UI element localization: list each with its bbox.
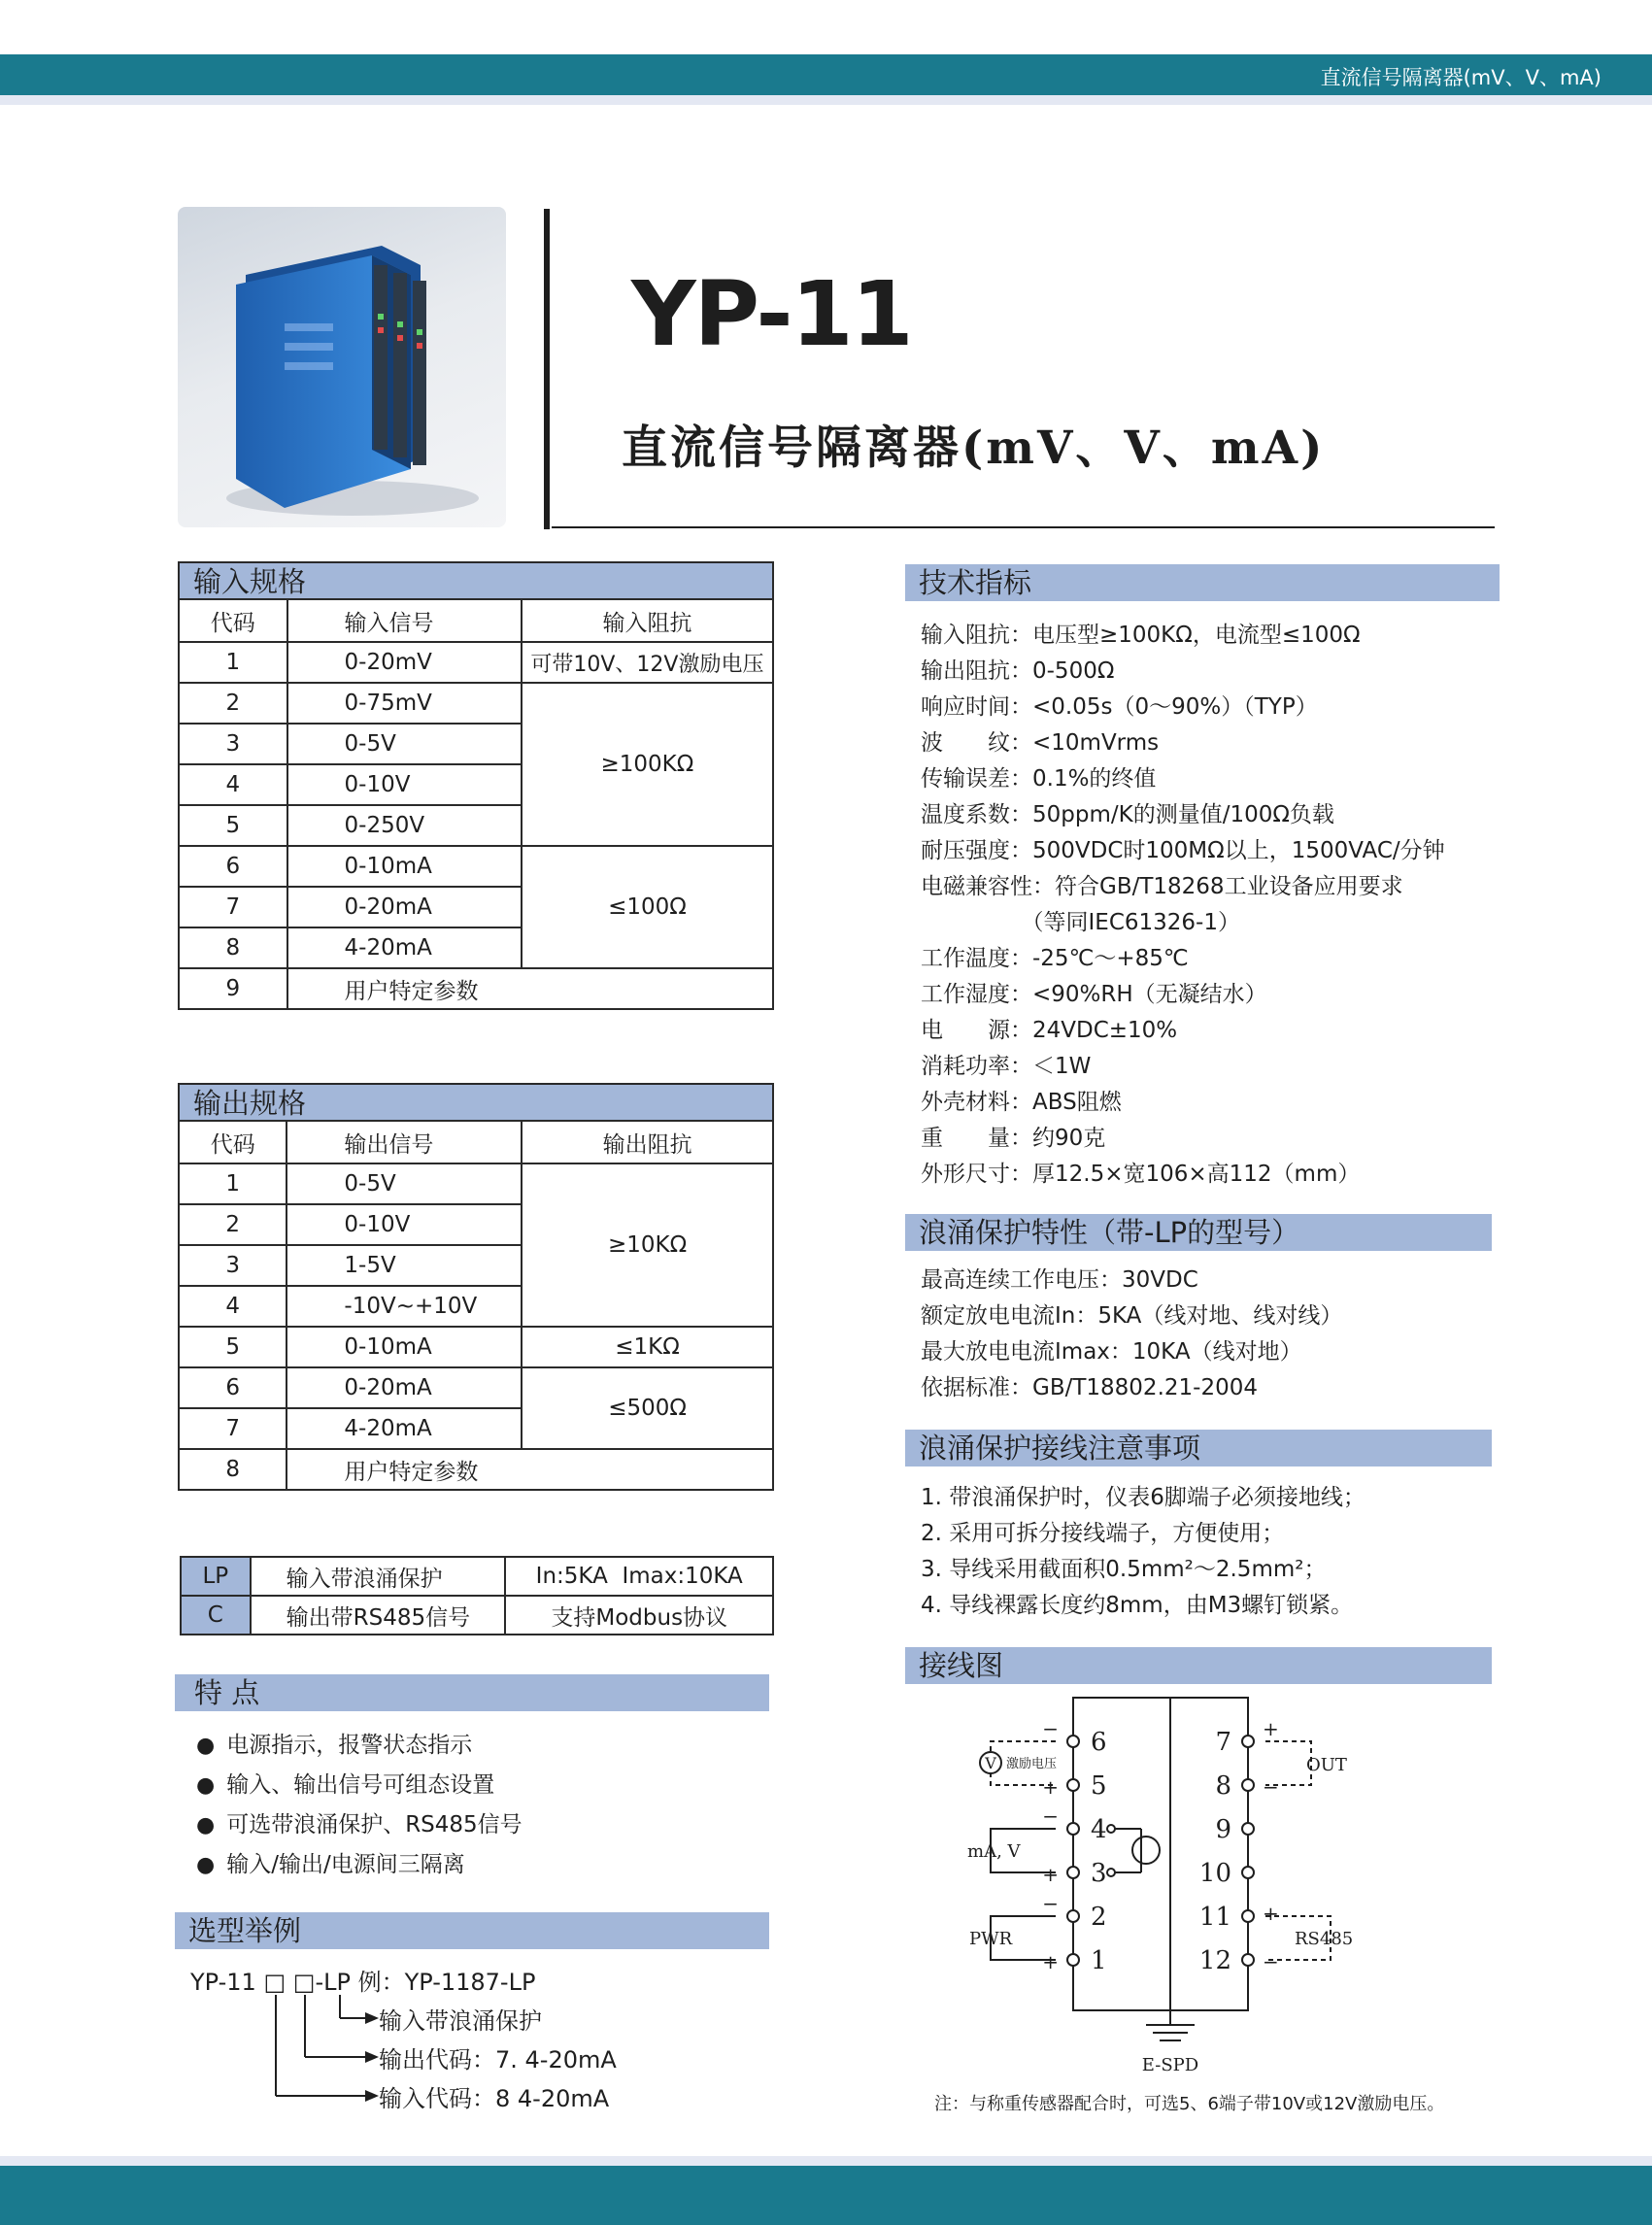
svg-text:−: −: [1042, 1892, 1059, 1915]
selection-prefix: YP-11: [190, 1969, 256, 1996]
selection-line: 输入带浪涌保护: [379, 2007, 542, 2035]
product-photo: [178, 207, 506, 527]
product-subtitle: 直流信号隔离器(mV、V、mA): [622, 421, 1326, 475]
list-item: 耐压强度：500VDC时100MΩ以上，1500VAC/分钟: [921, 838, 1445, 863]
list-item: 消耗功率：＜1W: [921, 1054, 1092, 1079]
signal-cell: 0-20mV: [287, 642, 522, 683]
terminal-label: 3: [1091, 1859, 1107, 1888]
input-spec-section: [178, 561, 774, 1010]
signal-cell: 0-20mA: [287, 887, 522, 927]
list-item: 2. 采用可拆分接线端子，方便使用；: [921, 1521, 1285, 1546]
option-value: 支持Modbus协议: [505, 1596, 773, 1635]
selection-line: 输出代码：7. 4-20mA: [379, 2046, 617, 2073]
table-row: [179, 1367, 773, 1408]
title-divider-vertical: [544, 209, 550, 529]
terminal-label: 5: [1091, 1771, 1107, 1801]
output-spec-section: [178, 1083, 774, 1491]
terminal-label: 11: [1198, 1903, 1231, 1932]
wiring-diagram: [952, 1690, 1379, 2078]
excite-label: 激励电压: [1006, 1757, 1058, 1771]
output-spec-table: [178, 1120, 774, 1491]
option-code: LP: [181, 1557, 251, 1596]
svg-text:−: −: [1042, 1717, 1059, 1740]
signal-cell: 1-5V: [287, 1245, 522, 1286]
list-item: 4. 导线裸露长度约8mm，由M3螺钉锁紧。: [921, 1593, 1354, 1618]
code-cell: 5: [179, 805, 287, 846]
selection-title: 选型举例: [175, 1912, 769, 1949]
list-item: 工作湿度：<90%RH（无凝结水）: [921, 982, 1267, 1007]
signal-cell: 用户特定参数: [287, 968, 773, 1009]
table-row: [181, 1596, 773, 1635]
impedance-cell: ≥10KΩ: [522, 1163, 773, 1327]
list-item: 最高连续工作电压：30VDC: [921, 1267, 1198, 1293]
list-item: （等同IEC61326-1）: [921, 910, 1240, 935]
selection-code-line: [190, 1963, 535, 1997]
table-header: 输入阻抗: [522, 599, 773, 642]
terminal-label: 9: [1215, 1815, 1231, 1844]
signal-cell: 0-10mA: [287, 846, 522, 887]
option-desc: 输入带浪涌保护: [251, 1557, 506, 1596]
svg-text:+: +: [1263, 1717, 1279, 1740]
svg-text:−: −: [1042, 1804, 1059, 1828]
bottom-banner-accent: [0, 2156, 1652, 2166]
list-item: 外形尺寸：厚12.5×宽106×高112（mm）: [921, 1162, 1361, 1187]
signal-cell: -10V~+10V: [287, 1286, 522, 1327]
model-number: YP-11: [631, 262, 912, 366]
code-cell: 2: [179, 683, 287, 724]
impedance-cell: ≥100KΩ: [522, 683, 773, 846]
diagram-title: 接线图: [905, 1647, 1492, 1684]
table-row: [179, 1449, 773, 1490]
pwr-label: PWR: [969, 1929, 1013, 1949]
code-cell: 6: [179, 1367, 287, 1408]
list-item: 工作温度：-25℃～+85℃: [921, 946, 1189, 971]
signal-cell: 0-10mA: [287, 1327, 522, 1367]
impedance-cell: ≤1KΩ: [522, 1327, 773, 1367]
list-item: 传输误差：0.1%的终值: [921, 766, 1157, 792]
code-cell: 2: [179, 1204, 287, 1245]
code-cell: 3: [179, 724, 287, 764]
tech-list: [921, 618, 1445, 1193]
table-row: [179, 968, 773, 1009]
selection-lines: [379, 2002, 617, 2118]
code-cell: 4: [179, 764, 287, 805]
signal-cell: 4-20mA: [287, 1408, 522, 1449]
option-code: C: [181, 1596, 251, 1635]
list-item: 输入阻抗：电压型≥100KΩ，电流型≤100Ω: [921, 623, 1361, 648]
signal-cell: 0-10V: [287, 764, 522, 805]
table-row: [181, 1557, 773, 1596]
signal-cell: 0-20mA: [287, 1367, 522, 1408]
code-cell: 9: [179, 968, 287, 1009]
rs485-label: RS485: [1295, 1929, 1354, 1949]
code-cell: 6: [179, 846, 287, 887]
terminal-label: 12: [1198, 1946, 1231, 1975]
table-row: [179, 683, 773, 724]
impedance-cell: ≤100Ω: [522, 846, 773, 968]
code-cell: 1: [179, 1163, 287, 1204]
code-cell: 8: [179, 927, 287, 968]
input-label: mA, V: [967, 1841, 1021, 1862]
list-item: 重 量：约90克: [921, 1126, 1106, 1151]
options-table: [180, 1556, 774, 1635]
table-header: 输出信号: [287, 1121, 522, 1163]
table-header: 输出阻抗: [522, 1121, 773, 1163]
signal-cell: 0-250V: [287, 805, 522, 846]
code-cell: 1: [179, 642, 287, 683]
list-item: 波 纹：<10mVrms: [921, 730, 1160, 756]
signal-cell: 0-5V: [287, 1163, 522, 1204]
list-item: ● 输入、输出信号可组态设置: [196, 1766, 523, 1805]
title-divider-horizontal: [552, 526, 1495, 528]
impedance-cell: ≤500Ω: [522, 1367, 773, 1449]
svg-text:−: −: [1263, 1950, 1279, 1973]
top-banner-accent: [0, 95, 1652, 105]
output-spec-title: 输出规格: [178, 1083, 774, 1120]
table-header: 代码: [179, 1121, 287, 1163]
code-cell: 4: [179, 1286, 287, 1327]
tech-title: 技术指标: [905, 564, 1500, 601]
header-title: 直流信号隔离器(mV、V、mA): [1320, 66, 1601, 89]
svg-text:−: −: [1263, 1775, 1279, 1799]
surge-list: [921, 1263, 1342, 1406]
signal-cell: 4-20mA: [287, 927, 522, 968]
signal-cell: 0-75mV: [287, 683, 522, 724]
impedance-cell: 可带10V、12V激励电压: [522, 642, 773, 683]
list-item: 电 源：24VDC±10%: [921, 1018, 1178, 1043]
list-item: ● 电源指示，报警状态指示: [196, 1726, 523, 1766]
signal-cell: 用户特定参数: [287, 1449, 773, 1490]
selection-boxes: □ □: [263, 1969, 316, 1996]
option-value: In:5KA Imax:10KA: [505, 1557, 773, 1596]
table-header: 代码: [179, 599, 287, 642]
terminal-label: 8: [1215, 1771, 1231, 1801]
terminal-label: 6: [1091, 1728, 1107, 1757]
list-item: ● 输入/输出/电源间三隔离: [196, 1845, 523, 1885]
table-header: 输入信号: [287, 599, 522, 642]
terminal-label: 2: [1091, 1903, 1107, 1932]
list-item: 3. 导线采用截面积0.5mm²～2.5mm²；: [921, 1557, 1327, 1582]
list-item: 额定放电电流In：5KA（线对地、线对线）: [921, 1303, 1343, 1329]
signal-cell: 0-10V: [287, 1204, 522, 1245]
code-cell: 8: [179, 1449, 287, 1490]
code-cell: 7: [179, 887, 287, 927]
svg-text:+: +: [1042, 1775, 1059, 1799]
svg-text:+: +: [1042, 1863, 1059, 1886]
list-item: 温度系数：50ppm/K的测量值/100Ω负载: [921, 802, 1334, 827]
selection-suffix: -LP: [315, 1969, 351, 1996]
features-list: [196, 1726, 523, 1885]
wiring-notes-list: [921, 1480, 1365, 1624]
option-desc: 输出带RS485信号: [251, 1596, 506, 1635]
list-item: 响应时间：<0.05s（0～90%）（TYP）: [921, 694, 1318, 720]
code-cell: 5: [179, 1327, 287, 1367]
input-spec-title: 输入规格: [178, 561, 774, 598]
list-item: 依据标准：GB/T18802.21-2004: [921, 1375, 1258, 1400]
code-cell: 7: [179, 1408, 287, 1449]
table-row: [179, 1327, 773, 1367]
selection-example: 例：YP-1187-LP: [357, 1969, 536, 1996]
list-item: 外壳材料：ABS阻燃: [921, 1090, 1122, 1115]
selection-arrows: [272, 1993, 388, 2109]
selection-line: 输入代码：8 4-20mA: [379, 2085, 610, 2112]
list-item: ● 可选带浪涌保护、RS485信号: [196, 1805, 523, 1845]
terminal-label: 1: [1091, 1946, 1107, 1975]
svg-text:+: +: [1042, 1950, 1059, 1973]
terminal-label: 7: [1215, 1728, 1231, 1757]
bottom-banner: [0, 2166, 1652, 2225]
terminal-label: 4: [1091, 1815, 1107, 1844]
diagram-note: 注：与称重传感器配合时，可选5、6端子带10V或12V激励电压。: [934, 2094, 1445, 2114]
list-item: 输出阻抗：0-500Ω: [921, 658, 1115, 684]
list-item: 电磁兼容性：符合GB/T18268工业设备应用要求: [921, 874, 1403, 899]
wiring-notes-title: 浪涌保护接线注意事项: [905, 1430, 1492, 1466]
input-spec-table: [178, 598, 774, 1010]
table-row: [179, 1163, 773, 1204]
list-item: 最大放电电流Imax：10KA（线对地）: [921, 1339, 1302, 1365]
voltmeter-symbol: V: [985, 1754, 996, 1772]
product-illustration: [178, 207, 506, 527]
table-row: [179, 642, 773, 683]
out-label: OUT: [1306, 1755, 1347, 1775]
terminal-label: 10: [1198, 1859, 1231, 1888]
table-row: [179, 846, 773, 887]
features-title: 特 点: [175, 1674, 769, 1711]
code-cell: 3: [179, 1245, 287, 1286]
svg-text:+: +: [1263, 1902, 1279, 1925]
list-item: 1. 带浪涌保护时，仪表6脚端子必须接地线；: [921, 1485, 1365, 1510]
ground-label: E-SPD: [1141, 2055, 1199, 2075]
signal-cell: 0-5V: [287, 724, 522, 764]
surge-title: 浪涌保护特性（带-LP的型号）: [905, 1214, 1492, 1251]
